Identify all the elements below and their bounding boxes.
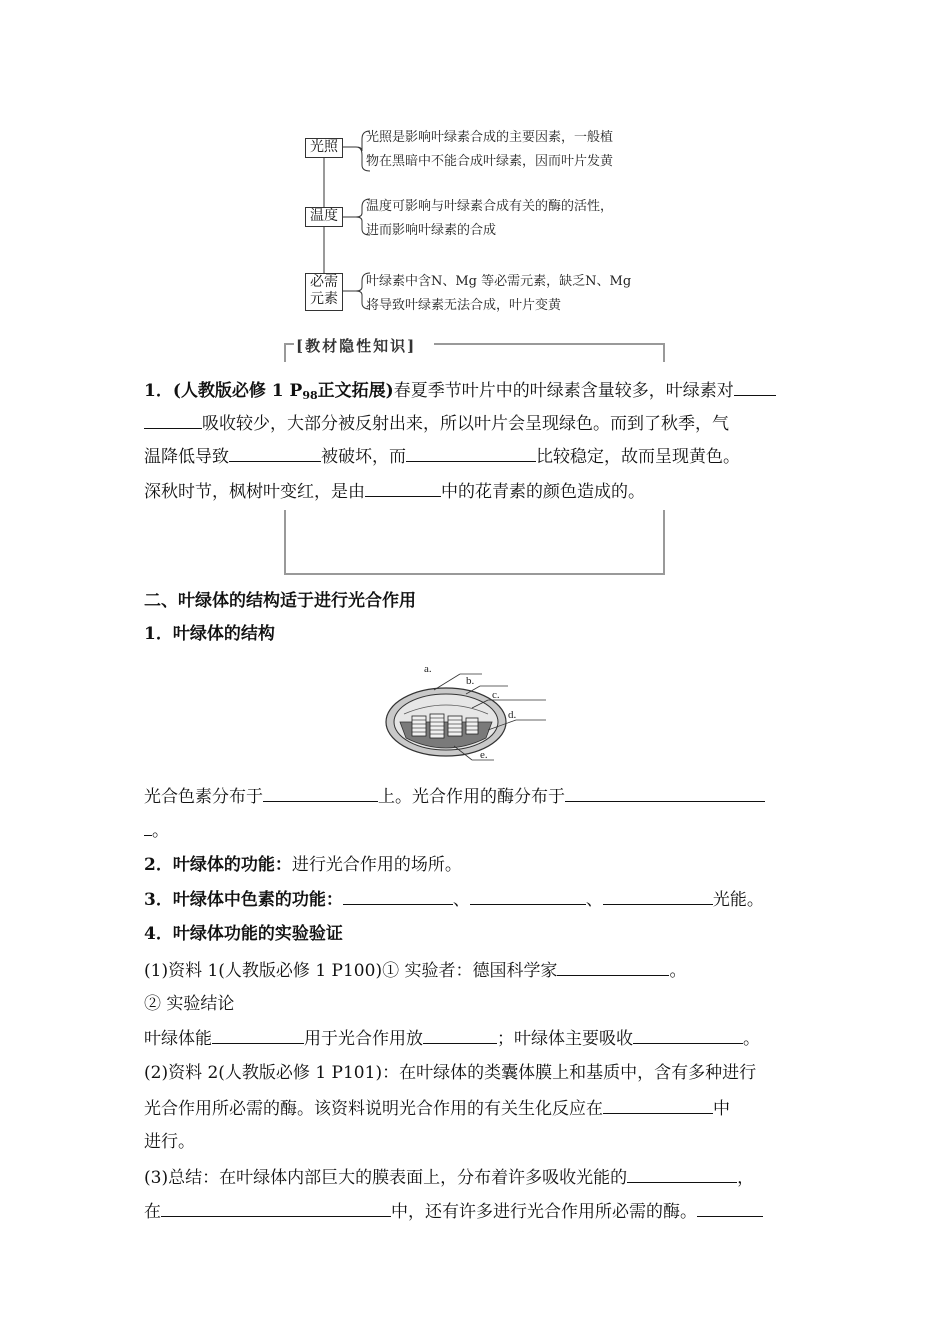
answer-blank[interactable] xyxy=(565,784,765,802)
factor-desc-line: 温度可影响与叶绿素合成有关的酶的活性， xyxy=(366,199,614,214)
answer-blank[interactable] xyxy=(161,1199,391,1217)
answer-blank[interactable] xyxy=(343,887,453,905)
chloroplast-diagram xyxy=(382,660,562,772)
body-text: 。 xyxy=(669,961,687,981)
factor-desc-line: 进而影响叶绿素的合成 xyxy=(366,223,497,238)
factor-desc-temperature xyxy=(366,195,613,243)
q1-text: 春夏季节叶片中的叶绿素含量较多，叶绿素对 xyxy=(393,381,734,401)
factor-label-line: 元素 xyxy=(310,291,338,307)
resource-2-line-2 xyxy=(144,1096,730,1121)
body-text: 。 xyxy=(743,1029,760,1049)
pigment-function-line xyxy=(144,887,764,912)
q1-text: 深秋时节，枫树叶变红，是由 xyxy=(144,482,365,502)
answer-blank[interactable] xyxy=(406,444,536,462)
subsection-pigment: 3．叶绿体中色素的功能： xyxy=(144,890,343,910)
factor-desc-line: 叶绿素中含N、Mg 等必需元素，缺乏N、Mg xyxy=(366,274,632,289)
conclusion-title: ② 实验结论 xyxy=(144,994,235,1014)
body-text: 进行光合作用的场所。 xyxy=(291,855,462,875)
body-text: 叶绿体能 xyxy=(144,1029,212,1049)
q1-line-4 xyxy=(144,479,645,504)
answer-blank[interactable] xyxy=(470,887,586,905)
body-text: (3)总结：在叶绿体内部巨大的膜表面上，分布着许多吸收光能的 xyxy=(144,1168,628,1188)
resource-2-line: (2)资料 2(人教版必修 1 P101)：在叶绿体的类囊体膜上和基质中，含有多种进行 xyxy=(144,1063,757,1083)
body-text: 光合色素分布于 xyxy=(144,787,263,807)
body-text: 光合作用所必需的酶。该资料说明光合作用的有关生化反应在 xyxy=(144,1099,603,1119)
factor-desc-elements xyxy=(366,270,631,318)
q1-text: 温降低导致 xyxy=(144,447,229,467)
q1-line-3 xyxy=(144,444,740,469)
factor-desc-line: 物在黑暗中不能合成叶绿素，因而叶片发黄 xyxy=(366,154,614,169)
body-text: ；叶绿体主要吸收 xyxy=(497,1029,633,1049)
answer-blank[interactable] xyxy=(423,1026,497,1044)
answer-blank[interactable] xyxy=(633,1026,743,1044)
section-title: 二、叶绿体的结构适于进行光合作用 xyxy=(144,591,416,611)
answer-blank[interactable] xyxy=(212,1026,304,1044)
body-text: 中 xyxy=(713,1099,730,1119)
body-text: 光能。 xyxy=(712,890,764,910)
answer-blank[interactable] xyxy=(229,444,321,462)
answer-blank[interactable] xyxy=(603,887,713,905)
q1-text: 被破坏，而 xyxy=(321,447,406,467)
body-text: 、 xyxy=(452,890,470,910)
body-text: ， xyxy=(737,1168,755,1188)
body-text: 中，还有许多进行光合作用所必需的酶。 xyxy=(391,1202,697,1222)
factor-desc-light xyxy=(366,126,613,174)
subsection-verification: 4．叶绿体功能的实验验证 xyxy=(144,924,343,944)
answer-blank[interactable] xyxy=(734,378,776,396)
q1-text: 比较稳定，故而呈现黄色。 xyxy=(536,447,740,467)
body-text: 在 xyxy=(144,1202,161,1222)
q1-number: 1． xyxy=(144,381,173,401)
body-text: 上。光合作用的酶分布于 xyxy=(378,787,565,807)
answer-blank[interactable] xyxy=(144,411,202,429)
body-text: 、 xyxy=(585,890,603,910)
diagram-label-c: c. xyxy=(492,689,500,701)
resource-1-line xyxy=(144,958,686,983)
diagram-label-e: e. xyxy=(480,749,488,761)
structure-line-2 xyxy=(144,818,169,843)
answer-blank[interactable] xyxy=(697,1199,763,1217)
body-text: (1)资料 1(人教版必修 1 P100)① 实验者：德国科学家 xyxy=(144,961,558,981)
answer-blank[interactable] xyxy=(263,784,378,802)
factor-label-temperature: 温度 xyxy=(305,207,343,227)
subsection-structure: 1．叶绿体的结构 xyxy=(144,624,275,644)
subsection-function: 2．叶绿体的功能： xyxy=(144,855,292,875)
body-text: 用于光合作用放 xyxy=(304,1029,423,1049)
diagram-label-d: d. xyxy=(508,709,517,721)
diagram-label-a: a. xyxy=(424,663,432,675)
answer-blank[interactable] xyxy=(627,1165,737,1183)
summary-line-2 xyxy=(144,1199,763,1224)
conclusion-line xyxy=(144,1026,760,1051)
q1-line-2 xyxy=(144,411,729,436)
q1-source-end: 正文拓展) xyxy=(317,381,394,401)
factor-desc-line: 将导致叶绿素无法合成，叶片变黄 xyxy=(366,298,562,313)
factor-label-elements xyxy=(305,273,343,311)
q1-source-page: 98 xyxy=(302,389,318,402)
q1-text: 中的花青素的颜色造成的。 xyxy=(441,482,645,502)
answer-blank[interactable] xyxy=(603,1096,713,1114)
diagram-label-b: b. xyxy=(466,675,475,687)
hidden-knowledge-title: [教材隐性知识] xyxy=(296,337,417,355)
summary-line-1 xyxy=(144,1165,754,1190)
q1-source: (人教版必修 1 P xyxy=(172,381,303,401)
resource-2-line-3: 进行。 xyxy=(144,1132,195,1152)
answer-blank[interactable] xyxy=(144,818,152,836)
factor-label-light: 光照 xyxy=(305,138,343,158)
structure-line-1 xyxy=(144,784,765,809)
q1-line-1 xyxy=(144,378,776,408)
body-text: 。 xyxy=(152,821,169,841)
hidden-knowledge-title-text: 教材隐性知识 xyxy=(305,337,408,355)
answer-blank[interactable] xyxy=(557,958,669,976)
function-line xyxy=(144,853,462,877)
factor-desc-line: 光照是影响叶绿素合成的主要因素，一般植 xyxy=(366,130,614,145)
answer-blank[interactable] xyxy=(365,479,441,497)
factor-label-line: 必需 xyxy=(310,274,338,290)
q1-text: 吸收较少，大部分被反射出来，所以叶片会呈现绿色。而到了秋季，气 xyxy=(202,414,729,434)
